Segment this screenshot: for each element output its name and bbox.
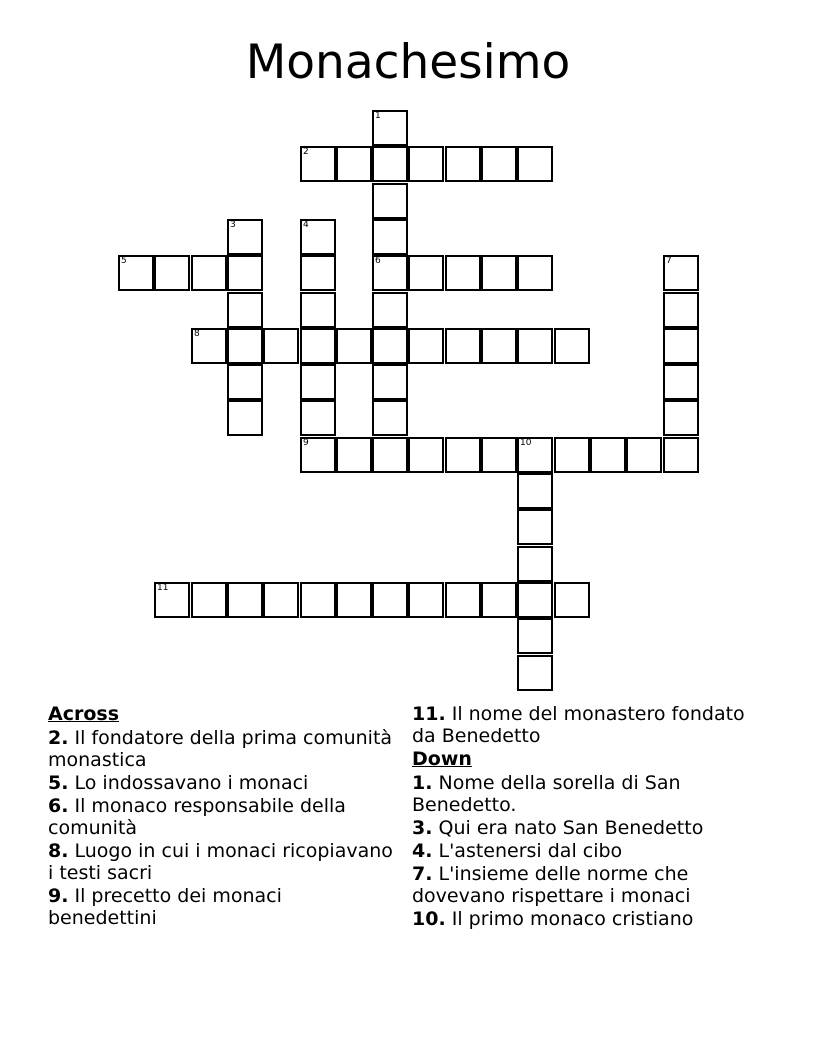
crossword-cell[interactable] bbox=[554, 582, 590, 618]
puzzle-title: Monachesimo bbox=[245, 35, 571, 90]
crossword-cell[interactable] bbox=[118, 255, 154, 291]
crossword-cell[interactable] bbox=[227, 400, 263, 436]
down-heading: Down bbox=[412, 748, 472, 770]
crossword-cell[interactable] bbox=[663, 437, 699, 473]
clue-text: Luogo in cui i monaci ricopiavano i testi sacri bbox=[48, 840, 393, 884]
clue-down-7: 7. L'insieme delle norme che dovevano rispettare i monaci bbox=[412, 863, 691, 907]
across-heading: Across bbox=[48, 703, 120, 725]
clue-number: 9 bbox=[48, 885, 62, 907]
clue-text: Il fondatore della prima comunità monastica bbox=[48, 727, 393, 771]
crossword-cell[interactable] bbox=[663, 255, 699, 291]
crossword-cell[interactable] bbox=[517, 146, 553, 182]
clue-text: Lo indossavano i monaci bbox=[74, 772, 309, 794]
crossword-cell[interactable] bbox=[372, 582, 408, 618]
clue-text: L'insieme delle norme che dovevano rispettare i monaci bbox=[412, 863, 691, 907]
clue-number: 3 bbox=[412, 817, 426, 839]
crossword-cell[interactable] bbox=[626, 437, 662, 473]
crossword-cell[interactable] bbox=[663, 364, 699, 400]
crossword-cell[interactable] bbox=[191, 582, 227, 618]
cell-number: 4 bbox=[303, 220, 309, 230]
crossword-cell[interactable] bbox=[300, 219, 336, 255]
cell-number: 9 bbox=[303, 438, 309, 448]
crossword-cell[interactable] bbox=[336, 146, 372, 182]
crossword-cell[interactable] bbox=[372, 183, 408, 219]
clue-number: 8 bbox=[48, 840, 62, 862]
clue-across-5: 5. Lo indossavano i monaci bbox=[48, 772, 309, 794]
crossword-cell[interactable] bbox=[481, 582, 517, 618]
cell-number: 11 bbox=[157, 583, 169, 593]
crossword-cell[interactable] bbox=[663, 328, 699, 364]
crossword-cell[interactable] bbox=[517, 255, 553, 291]
clue-text: Qui era nato San Benedetto bbox=[438, 817, 704, 839]
crossword-cell[interactable] bbox=[481, 328, 517, 364]
clues-column-2 bbox=[412, 703, 772, 931]
clue-text: Il precetto dei monaci benedettini bbox=[48, 885, 282, 929]
crossword-cell[interactable] bbox=[227, 582, 263, 618]
clue-down-4: 4. L'astenersi dal cibo bbox=[412, 840, 623, 862]
crossword-cell[interactable] bbox=[227, 292, 263, 328]
crossword-cell[interactable] bbox=[154, 582, 190, 618]
crossword-cell[interactable] bbox=[191, 255, 227, 291]
crossword-cell[interactable] bbox=[554, 328, 590, 364]
clue-down-10: 10. Il primo monaco cristiano bbox=[412, 908, 694, 930]
crossword-cell[interactable] bbox=[372, 437, 408, 473]
clue-text: Nome della sorella di San Benedetto. bbox=[412, 772, 681, 816]
clue-number: 2 bbox=[48, 727, 62, 749]
crossword-cell[interactable] bbox=[663, 400, 699, 436]
crossword-cell[interactable] bbox=[445, 582, 481, 618]
clue-number: 5 bbox=[48, 772, 62, 794]
crossword-cell[interactable] bbox=[590, 437, 626, 473]
cell-number: 6 bbox=[375, 256, 381, 266]
clue-number: 4 bbox=[412, 840, 426, 862]
crossword-cell[interactable] bbox=[372, 328, 408, 364]
clue-across-6: 6. Il monaco responsabile della comunità bbox=[48, 795, 346, 839]
crossword-cell[interactable] bbox=[445, 437, 481, 473]
crossword-cell[interactable] bbox=[481, 146, 517, 182]
clue-text: Il primo monaco cristiano bbox=[451, 908, 694, 930]
crossword-cell[interactable] bbox=[517, 437, 553, 473]
crossword-cell[interactable] bbox=[517, 618, 553, 654]
crossword-cell[interactable] bbox=[300, 437, 336, 473]
crossword-cell[interactable] bbox=[445, 328, 481, 364]
crossword-cell[interactable] bbox=[408, 146, 444, 182]
crossword-cell[interactable] bbox=[408, 437, 444, 473]
clue-across-8: 8. Luogo in cui i monaci ricopiavano i testi sacri bbox=[48, 840, 393, 884]
clue-number: 10 bbox=[412, 908, 439, 930]
crossword-cell[interactable] bbox=[300, 255, 336, 291]
crossword-cell[interactable] bbox=[227, 219, 263, 255]
crossword-cell[interactable] bbox=[300, 292, 336, 328]
crossword-cell[interactable] bbox=[372, 255, 408, 291]
crossword-cell[interactable] bbox=[263, 582, 299, 618]
crossword-cell[interactable] bbox=[517, 655, 553, 691]
clue-across-2: 2. Il fondatore della prima comunità monastica bbox=[48, 727, 393, 771]
cell-number: 10 bbox=[520, 438, 532, 448]
crossword-cell[interactable] bbox=[517, 546, 553, 582]
crossword-cell[interactable] bbox=[517, 509, 553, 545]
crossword-cell[interactable] bbox=[263, 328, 299, 364]
clues-column-1 bbox=[48, 703, 393, 930]
clue-across-9: 9. Il precetto dei monaci benedettini bbox=[48, 885, 282, 929]
clue-down-3: 3. Qui era nato San Benedetto bbox=[412, 817, 704, 839]
crossword-cell[interactable] bbox=[554, 437, 590, 473]
clue-down-1: 1. Nome della sorella di San Benedetto. bbox=[412, 772, 681, 816]
crossword-cell[interactable] bbox=[445, 146, 481, 182]
crossword-cell[interactable] bbox=[372, 146, 408, 182]
crossword-cell[interactable] bbox=[663, 292, 699, 328]
cell-number: 5 bbox=[121, 256, 127, 266]
crossword-cell[interactable] bbox=[227, 328, 263, 364]
clue-text: L'astenersi dal cibo bbox=[438, 840, 623, 862]
crossword-cell[interactable] bbox=[408, 582, 444, 618]
crossword-cell[interactable] bbox=[300, 328, 336, 364]
cell-number: 7 bbox=[666, 256, 672, 266]
crossword-cell[interactable] bbox=[300, 400, 336, 436]
crossword-cell[interactable] bbox=[372, 219, 408, 255]
crossword-cell[interactable] bbox=[517, 473, 553, 509]
crossword-cell[interactable] bbox=[372, 110, 408, 146]
crossword-cell[interactable] bbox=[517, 582, 553, 618]
crossword-cell[interactable] bbox=[445, 255, 481, 291]
crossword-cell[interactable] bbox=[336, 328, 372, 364]
crossword-cell[interactable] bbox=[372, 400, 408, 436]
crossword-cell[interactable] bbox=[191, 328, 227, 364]
cell-number: 2 bbox=[303, 147, 309, 157]
crossword-cell[interactable] bbox=[300, 582, 336, 618]
crossword-cell[interactable] bbox=[408, 328, 444, 364]
clue-number: 6 bbox=[48, 795, 62, 817]
crossword-cell[interactable] bbox=[300, 146, 336, 182]
clue-number: 7 bbox=[412, 863, 426, 885]
clue-number: 11 bbox=[412, 703, 439, 725]
crossword-cell[interactable] bbox=[372, 364, 408, 400]
cell-number: 1 bbox=[375, 111, 381, 121]
crossword-cell[interactable] bbox=[227, 364, 263, 400]
crossword-cell[interactable] bbox=[408, 255, 444, 291]
clue-across-11: 11. Il nome del monastero fondato da Benedetto bbox=[412, 703, 745, 747]
crossword-cell[interactable] bbox=[336, 582, 372, 618]
cell-number: 8 bbox=[194, 329, 200, 339]
crossword-cell[interactable] bbox=[154, 255, 190, 291]
cell-number: 3 bbox=[230, 220, 236, 230]
crossword-cell[interactable] bbox=[481, 437, 517, 473]
crossword-cell[interactable] bbox=[517, 328, 553, 364]
crossword-cell[interactable] bbox=[336, 437, 372, 473]
clue-text: Il nome del monastero fondato da Benedetto bbox=[412, 703, 745, 747]
crossword-cell[interactable] bbox=[227, 255, 263, 291]
crossword-cell[interactable] bbox=[481, 255, 517, 291]
clue-text: Il monaco responsabile della comunità bbox=[48, 795, 346, 839]
clue-number: 1 bbox=[412, 772, 426, 794]
crossword-cell[interactable] bbox=[372, 292, 408, 328]
crossword-cell[interactable] bbox=[300, 364, 336, 400]
